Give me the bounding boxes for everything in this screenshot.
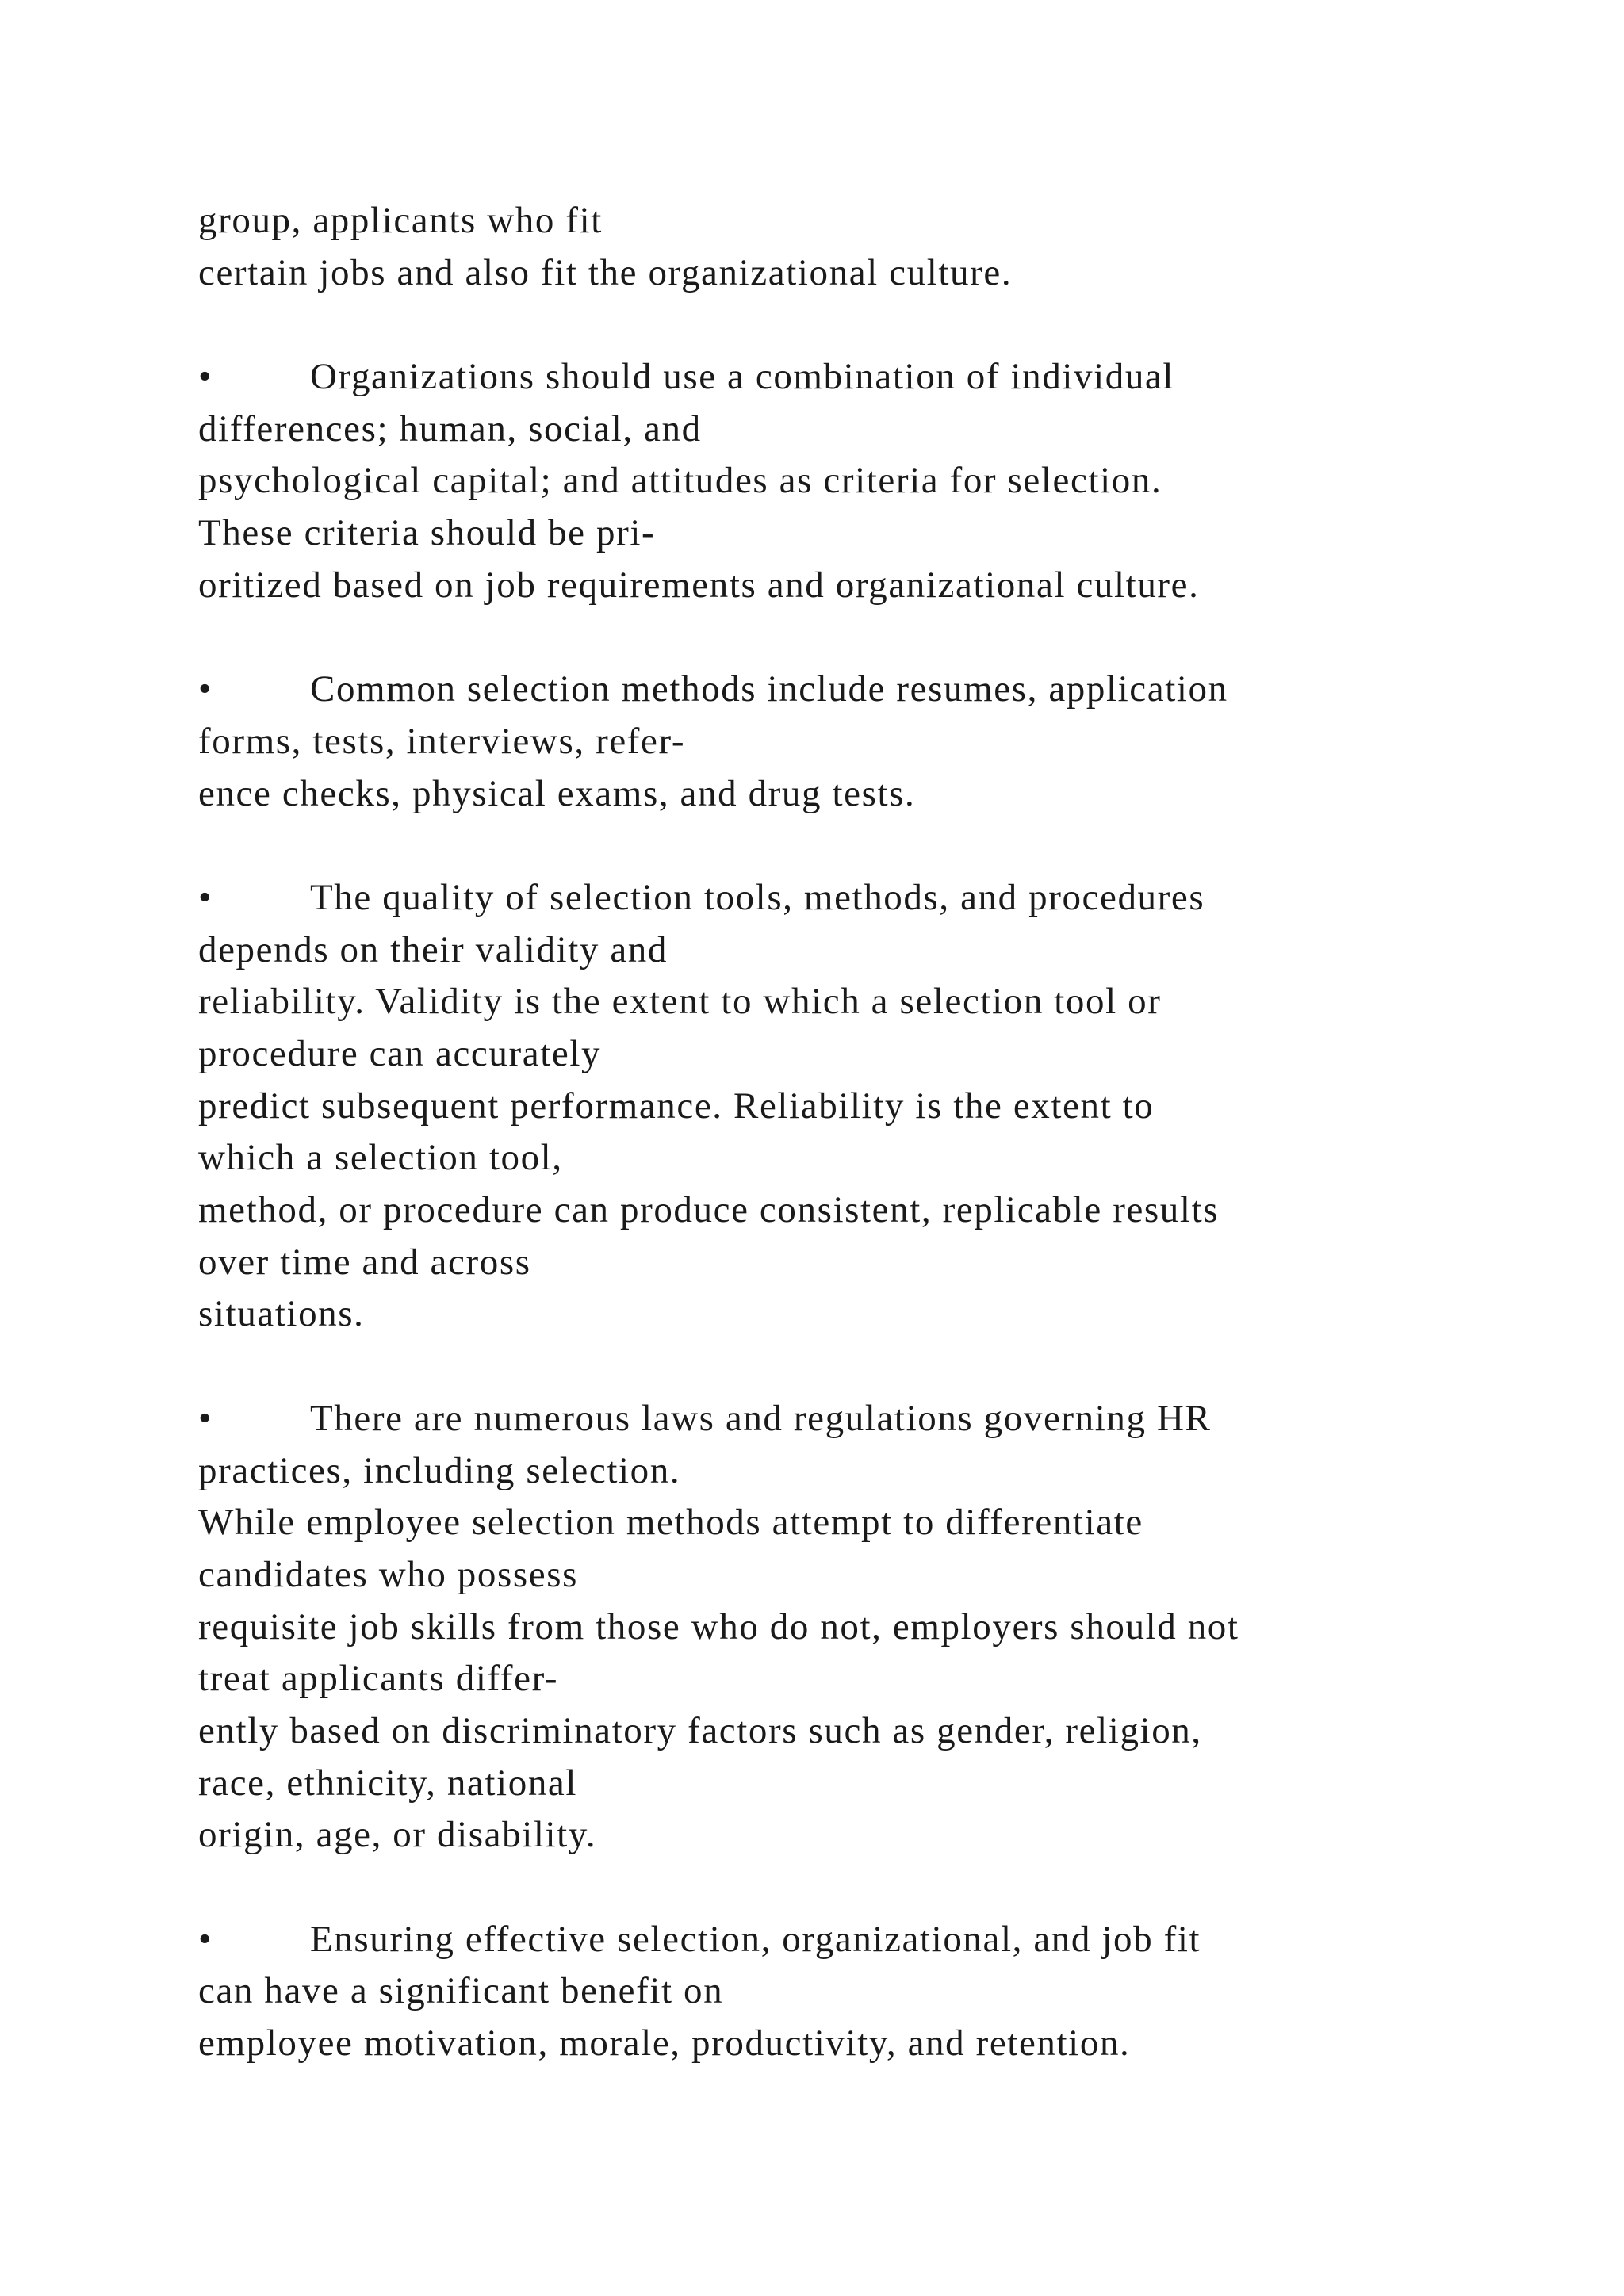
bullet-continuation: candidates who possess [198, 1553, 579, 1595]
paragraph-gap [198, 1341, 1546, 1393]
bullet-continuation: over time and across [198, 1241, 531, 1283]
bullet-continuation: ently based on discriminatory factors such as gender, religion, [198, 1709, 1202, 1751]
bullet-continuation: psychological capital; and attitudes as criteria for selection. [198, 460, 1162, 502]
paragraph-gap [198, 820, 1546, 872]
bullet-icon: • [198, 1918, 213, 1960]
bullet-continuation: depends on their validity and [198, 928, 668, 970]
bullet-continuation: oritized based on job requirements and organizational culture. [198, 564, 1200, 606]
bullet-first-line [198, 351, 1546, 404]
bullet-continuation: procedure can accurately [198, 1033, 602, 1074]
bullet-continuation: origin, age, or disability. [198, 1814, 597, 1856]
bullet-text: Organizations should use a combination of individual [310, 356, 1175, 398]
bullet-item [198, 1393, 1546, 1862]
paragraph-gap [198, 299, 1546, 351]
bullet-continuation: which a selection tool, [198, 1137, 563, 1179]
bullet-continuation: While employee selection methods attempt to differentiate [198, 1502, 1143, 1544]
bullet-text: Ensuring effective selection, organizational, and job fit [310, 1918, 1201, 1960]
bullet-item [198, 1914, 1546, 2070]
bullet-text: There are numerous laws and regulations governing HR [310, 1397, 1212, 1439]
paragraph-gap [198, 612, 1546, 664]
bullet-first-line [198, 1914, 1546, 1966]
bullet-continuation: differences; human, social, and [198, 408, 702, 450]
bullet-continuation: reliability. Validity is the extent to which a selection tool or [198, 981, 1162, 1023]
bullet-first-line [198, 1393, 1546, 1445]
bullet-icon: • [198, 668, 213, 710]
intro-line: group, applicants who fit [198, 200, 603, 241]
bullet-continuation: requisite job skills from those who do not, employers should not [198, 1605, 1239, 1647]
bullet-continuation: ence checks, physical exams, and drug tests. [198, 772, 916, 814]
bullet-continuation: practices, including selection. [198, 1449, 681, 1491]
bullet-continuation: forms, tests, interviews, refer- [198, 720, 686, 762]
paragraph-gap [198, 1862, 1546, 1914]
bullet-text: Common selection methods include resumes, application [310, 668, 1228, 710]
bullet-continuation: race, ethnicity, national [198, 1762, 578, 1804]
bullet-item [198, 351, 1546, 611]
bullet-continuation: can have a significant benefit on [198, 1970, 724, 2012]
bullet-text: The quality of selection tools, methods, and procedures [310, 876, 1205, 918]
bullet-continuation: employee motivation, morale, productivity, and retention. [198, 2022, 1131, 2064]
bullet-icon: • [198, 876, 213, 918]
bullet-icon: • [198, 356, 213, 398]
bullet-icon: • [198, 1397, 213, 1439]
bullet-continuation: treat applicants differ- [198, 1658, 559, 1700]
bullet-continuation: These criteria should be pri- [198, 512, 656, 554]
bullet-first-line [198, 664, 1546, 716]
bullet-item [198, 664, 1546, 820]
document-body [198, 195, 1546, 2070]
bullet-item [198, 872, 1546, 1341]
bullet-continuation: situations. [198, 1293, 365, 1335]
intro-line: certain jobs and also fit the organizational culture. [198, 251, 1013, 293]
bullet-continuation: method, or procedure can produce consistent, replicable results [198, 1189, 1220, 1231]
bullet-first-line [198, 872, 1546, 924]
bullet-continuation: predict subsequent performance. Reliability is the extent to [198, 1085, 1155, 1127]
